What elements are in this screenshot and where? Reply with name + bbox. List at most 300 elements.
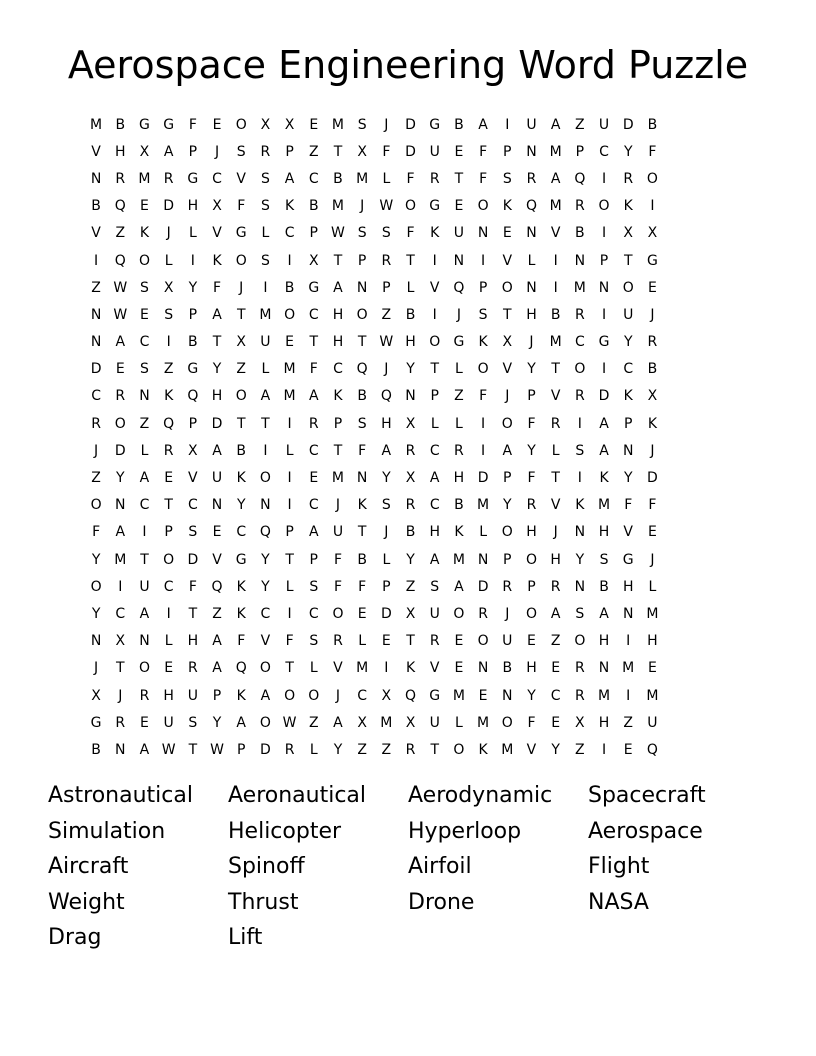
grid-letter: F [333, 551, 342, 568]
grid-letter: H [381, 415, 392, 432]
grid-letter: S [140, 361, 149, 378]
grid-letter: Q [163, 415, 175, 432]
grid-letter: T [454, 170, 464, 187]
grid-letter: S [478, 306, 488, 323]
grid-letter: L [164, 633, 173, 650]
grid-letter: I [166, 334, 171, 351]
grid-letter: U [502, 633, 513, 650]
grid-letter: H [405, 334, 416, 351]
grid-letter: C [163, 578, 174, 595]
grid-letter: A [212, 442, 222, 459]
grid-letter: H [526, 660, 537, 677]
grid-letter: O [235, 116, 247, 133]
grid-letter: I [601, 741, 607, 758]
grid-letter: O [574, 361, 586, 378]
grid-letter: B [454, 497, 464, 514]
grid-letter: F [309, 361, 318, 378]
grid-letter: V [502, 361, 513, 378]
grid-letter: U [526, 116, 537, 133]
word-list-item: Aerodynamic [408, 783, 553, 808]
grid-letter: C [260, 605, 271, 622]
grid-letter: R [574, 198, 585, 215]
grid-letter: C [139, 334, 150, 351]
grid-letter: R [381, 252, 392, 269]
grid-letter: E [140, 306, 149, 323]
grid-letter: I [142, 524, 147, 541]
grid-letter: K [575, 497, 585, 514]
grid-letter: A [599, 415, 609, 432]
grid-letter: X [212, 198, 222, 215]
grid-letter: J [505, 388, 510, 405]
grid-letter: L [527, 252, 536, 269]
grid-letter: A [139, 605, 150, 622]
grid-letter: D [163, 198, 175, 215]
grid-letter: O [332, 605, 344, 622]
grid-letter: K [212, 252, 222, 269]
grid-letter: L [551, 442, 560, 459]
grid-letter: E [309, 116, 319, 133]
grid-letter: A [139, 741, 150, 758]
word-list-item: Aircraft [48, 854, 129, 880]
grid-letter: L [285, 578, 294, 595]
grid-letter: C [91, 388, 101, 405]
grid-letter: C [550, 687, 561, 704]
grid-letter: M [549, 198, 562, 215]
grid-letter: S [381, 497, 391, 514]
grid-letter: O [235, 252, 247, 269]
grid-letter: J [384, 524, 389, 541]
grid-letter: G [163, 116, 175, 133]
grid-letter: V [91, 225, 101, 242]
grid-letter: Y [333, 741, 343, 758]
grid-letter: E [647, 279, 657, 296]
grid-letter: J [529, 334, 534, 351]
grid-letter: X [139, 143, 150, 160]
grid-letter: L [261, 361, 270, 378]
grid-letter: B [115, 116, 126, 133]
grid-letter: M [452, 551, 465, 568]
grid-letter: A [454, 578, 464, 595]
grid-letter: C [574, 334, 585, 351]
word-list [48, 780, 768, 958]
grid-letter: Y [236, 497, 246, 514]
grid-letter: E [454, 633, 464, 650]
grid-letter: A [429, 470, 440, 487]
grid-letter: R [550, 578, 561, 595]
word-list-item: Airfoil [408, 854, 472, 880]
grid-letter: K [357, 497, 367, 514]
grid-letter: F [406, 225, 415, 242]
grid-letter: D [114, 442, 126, 459]
grid-letter: U [139, 578, 150, 595]
grid-letter: N [502, 687, 513, 704]
grid-row [84, 274, 738, 301]
grid-letter: F [92, 524, 101, 541]
grid-letter: U [187, 687, 198, 704]
grid-letter: A [333, 714, 343, 731]
grid-letter: V [91, 143, 101, 160]
grid-letter: Z [575, 741, 585, 758]
grid-letter: R [574, 306, 585, 323]
grid-letter: X [284, 116, 295, 133]
grid-letter: A [115, 334, 126, 351]
grid-letter: R [163, 170, 174, 187]
word-list-item: Helicopter [228, 818, 342, 844]
grid-letter: U [429, 714, 440, 731]
grid-letter: I [626, 687, 631, 704]
grid-letter: F [479, 143, 488, 160]
grid-letter: D [405, 143, 416, 160]
word-list-item: Drag [48, 925, 102, 951]
grid-letter: M [114, 551, 127, 568]
grid-letter: R [429, 170, 440, 187]
grid-letter: H [647, 633, 658, 650]
grid-letter: A [212, 306, 222, 323]
grid-letter: C [308, 605, 319, 622]
grid-letter: C [212, 170, 222, 187]
grid-letter: I [94, 252, 99, 269]
grid-row [84, 193, 738, 220]
grid-letter: H [598, 633, 610, 650]
grid-letter: E [115, 361, 125, 378]
grid-letter: L [455, 714, 463, 731]
grid-letter: K [139, 225, 150, 242]
grid-letter: S [430, 578, 440, 595]
grid-letter: O [477, 361, 489, 378]
grid-letter: U [260, 334, 271, 351]
grid-letter: L [382, 551, 391, 568]
grid-letter: O [308, 687, 320, 704]
grid-letter: W [113, 279, 128, 296]
grid-letter: M [549, 334, 562, 351]
grid-letter: O [138, 660, 150, 677]
grid-row [84, 138, 738, 165]
grid-letter: J [239, 279, 244, 296]
grid-letter: L [455, 415, 463, 432]
grid-letter: V [212, 225, 222, 242]
grid-row [84, 383, 738, 410]
grid-letter: V [623, 524, 633, 541]
grid-letter: A [260, 388, 271, 405]
grid-letter: T [357, 334, 367, 351]
grid-letter: I [626, 633, 631, 650]
grid-letter: O [501, 714, 513, 731]
grid-letter: F [237, 198, 246, 215]
grid-letter: X [647, 388, 658, 405]
grid-letter: E [454, 198, 464, 215]
grid-letter: P [430, 388, 439, 405]
grid-letter: O [453, 605, 465, 622]
grid-letter: A [284, 170, 295, 187]
grid-letter: X [647, 225, 658, 242]
grid-letter: H [332, 306, 344, 323]
grid-letter: C [357, 687, 368, 704]
grid-letter: H [211, 388, 223, 405]
grid-letter: N [139, 633, 150, 650]
grid-row [84, 628, 738, 655]
grid-letter: X [115, 633, 126, 650]
grid-letter: M [597, 687, 611, 704]
grid-letter: Z [91, 470, 101, 487]
grid-letter: G [646, 252, 658, 269]
grid-letter: H [598, 524, 610, 541]
grid-row [84, 356, 738, 383]
grid-letter: Y [261, 578, 270, 595]
grid-letter: V [212, 551, 222, 568]
grid-letter: V [188, 470, 198, 487]
grid-letter: R [115, 714, 126, 731]
grid-letter: P [503, 551, 512, 568]
grid-letter: E [551, 660, 561, 677]
grid-letter: E [527, 633, 536, 650]
grid-letter: E [478, 687, 488, 704]
grid-letter: O [405, 198, 417, 215]
grid-letter: U [647, 714, 658, 731]
grid-letter: Y [406, 551, 415, 568]
grid-letter: O [235, 388, 247, 405]
grid-letter: R [405, 442, 416, 459]
grid-row [84, 682, 738, 709]
grid-letter: I [287, 497, 292, 514]
grid-letter: R [502, 578, 513, 595]
grid-letter: N [115, 497, 126, 514]
grid-letter: W [379, 198, 394, 215]
grid-letter: H [453, 470, 465, 487]
grid-letter: J [384, 361, 389, 378]
grid-letter: B [550, 306, 561, 323]
grid-letter: M [452, 687, 465, 704]
grid-letter: D [647, 470, 658, 487]
grid-letter: H [526, 524, 537, 541]
grid-letter: R [187, 660, 198, 677]
grid-letter: C [308, 306, 319, 323]
grid-letter: R [333, 633, 343, 650]
grid-row [84, 546, 738, 573]
grid-letter: N [405, 388, 416, 405]
grid-letter: V [550, 225, 561, 242]
grid-letter: X [188, 442, 198, 459]
grid-letter: V [502, 252, 513, 269]
grid-letter: P [357, 252, 367, 269]
grid-letter: B [91, 741, 101, 758]
grid-letter: J [505, 605, 510, 622]
grid-letter: T [551, 361, 560, 378]
grid-letter: R [429, 633, 440, 650]
puzzle-title: Aerospace Engineering Word Puzzle [67, 43, 749, 87]
grid-letter: D [405, 116, 416, 133]
grid-letter: K [236, 470, 246, 487]
grid-letter: U [623, 306, 634, 323]
grid-letter: Q [380, 388, 392, 405]
grid-letter: B [599, 578, 609, 595]
grid-letter: K [478, 334, 488, 351]
grid-letter: P [503, 143, 512, 160]
grid-letter: R [478, 605, 488, 622]
grid-letter: S [188, 714, 198, 731]
grid-letter: I [287, 252, 292, 269]
grid-letter: L [455, 361, 463, 378]
grid-letter: U [163, 714, 174, 731]
grid-letter: U [453, 225, 465, 242]
grid-letter: R [574, 660, 585, 677]
grid-letter: F [527, 470, 536, 487]
grid-letter: Z [575, 116, 585, 133]
grid-letter: Q [114, 252, 126, 269]
grid-letter: R [115, 170, 126, 187]
grid-letter: A [115, 524, 126, 541]
grid-letter: V [236, 170, 246, 187]
grid-letter: B [284, 279, 295, 296]
grid-row [84, 437, 738, 464]
grid-letter: U [598, 116, 610, 133]
grid-letter: P [623, 415, 633, 432]
grid-letter: B [405, 524, 416, 541]
grid-letter: U [332, 524, 344, 541]
word-list-item: Thrust [228, 889, 299, 915]
grid-letter: M [646, 605, 659, 622]
grid-letter: Z [454, 388, 464, 405]
grid-letter: O [259, 714, 271, 731]
grid-letter: O [598, 198, 610, 215]
grid-letter: Z [115, 225, 126, 242]
grid-letter: E [502, 225, 512, 242]
grid-letter: N [574, 578, 586, 595]
grid-letter: B [647, 361, 658, 378]
grid-letter: Q [114, 198, 126, 215]
grid-letter: A [260, 687, 271, 704]
grid-letter: G [139, 116, 150, 133]
grid-letter: H [550, 551, 561, 568]
grid-letter: A [550, 605, 561, 622]
grid-letter: P [478, 279, 488, 296]
grid-letter: Q [405, 687, 417, 704]
grid-letter: Z [381, 306, 392, 323]
grid-letter: R [574, 687, 585, 704]
grid-letter: P [599, 252, 609, 269]
grid-letter: I [481, 252, 486, 269]
grid-letter: R [115, 388, 126, 405]
grid-letter: C [187, 497, 198, 514]
grid-letter: L [164, 252, 173, 269]
grid-letter: K [164, 388, 174, 405]
grid-letter: J [335, 687, 341, 704]
grid-letter: G [429, 687, 441, 704]
grid-letter: I [601, 306, 607, 323]
grid-letter: E [285, 334, 295, 351]
grid-letter: L [188, 225, 197, 242]
grid-letter: P [527, 388, 536, 405]
grid-letter: J [118, 687, 123, 704]
grid-letter: P [285, 143, 294, 160]
grid-letter: A [381, 442, 392, 459]
grid-letter: X [91, 687, 101, 704]
grid-letter: O [477, 198, 489, 215]
grid-letter: M [501, 741, 514, 758]
grid-letter: O [525, 551, 537, 568]
grid-letter: J [360, 198, 365, 215]
grid-letter: K [647, 415, 657, 432]
grid-letter: U [429, 605, 440, 622]
grid-letter: B [188, 334, 198, 351]
grid-letter: C [333, 361, 343, 378]
grid-letter: J [456, 306, 461, 323]
grid-letter: L [309, 741, 318, 758]
grid-letter: C [308, 170, 319, 187]
word-list-item: Astronautical [48, 783, 193, 808]
grid-row [84, 165, 738, 192]
grid-letter: M [90, 116, 103, 133]
grid-letter: J [94, 442, 99, 459]
grid-letter: R [574, 388, 585, 405]
grid-letter: E [551, 714, 561, 731]
grid-letter: Y [261, 551, 270, 568]
grid-letter: P [164, 524, 173, 541]
grid-letter: K [478, 741, 488, 758]
grid-letter: I [166, 605, 171, 622]
grid-letter: H [115, 143, 126, 160]
grid-letter: P [188, 415, 198, 432]
grid-letter: S [357, 415, 367, 432]
grid-letter: W [113, 306, 128, 323]
grid-letter: J [650, 306, 655, 323]
grid-letter: V [550, 497, 561, 514]
grid-letter: R [308, 415, 319, 432]
grid-letter: Y [116, 470, 125, 487]
grid-letter: B [405, 306, 416, 323]
grid-letter: A [599, 442, 609, 459]
grid-letter: N [598, 279, 610, 296]
grid-letter: O [429, 334, 441, 351]
grid-letter: U [429, 143, 440, 160]
grid-letter: H [622, 578, 634, 595]
grid-letter: S [236, 143, 246, 160]
grid-letter: L [358, 633, 367, 650]
grid-letter: N [598, 660, 610, 677]
grid-letter: B [91, 198, 101, 215]
grid-letter: T [333, 143, 343, 160]
grid-letter: A [429, 551, 440, 568]
letter-grid [84, 111, 738, 764]
word-list-item: Simulation [48, 818, 166, 844]
grid-letter: X [405, 605, 416, 622]
grid-letter: M [259, 306, 272, 323]
grid-letter: T [333, 442, 343, 459]
grid-letter: Y [527, 442, 536, 459]
grid-letter: I [481, 415, 486, 432]
grid-letter: D [260, 741, 271, 758]
grid-letter: R [526, 497, 537, 514]
grid-letter: G [187, 170, 199, 187]
grid-letter: A [308, 524, 319, 541]
grid-letter: M [380, 714, 393, 731]
grid-letter: D [598, 388, 610, 405]
grid-letter: C [115, 605, 126, 622]
grid-letter: T [285, 660, 294, 677]
grid-letter: N [139, 388, 150, 405]
grid-row [84, 410, 738, 437]
grid-letter: Z [212, 605, 222, 622]
grid-letter: H [332, 334, 344, 351]
grid-letter: V [260, 633, 271, 650]
grid-letter: P [188, 306, 198, 323]
grid-letter: D [90, 361, 102, 378]
grid-letter: B [357, 388, 367, 405]
grid-letter: F [213, 279, 222, 296]
word-list-item: Aerospace [588, 818, 703, 844]
grid-letter: X [357, 714, 367, 731]
grid-letter: A [550, 116, 561, 133]
grid-letter: A [550, 170, 561, 187]
